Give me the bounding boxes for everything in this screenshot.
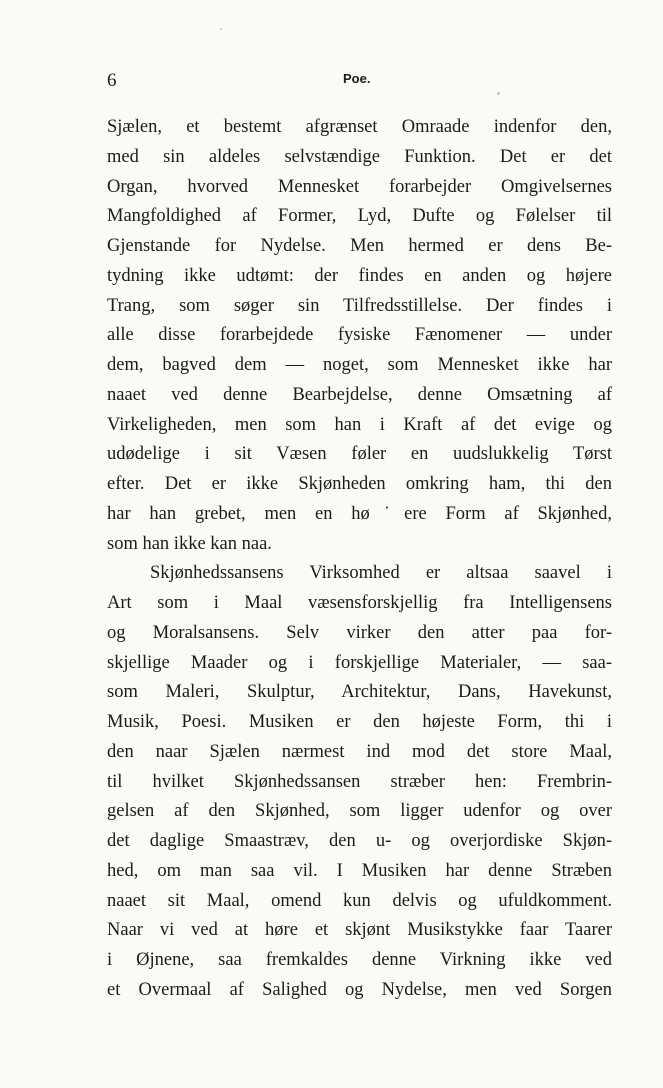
text-line: som Maleri, Skulptur, Architektur, Dans, Havekunst, — [107, 682, 612, 703]
text-line: til hvilket Skjønhedssansen stræber hen: Frembrin- — [107, 771, 612, 792]
text-line: naaet ved denne Bearbejdelse, denne Omsætning af — [107, 384, 612, 405]
text-line: det daglige Smaastræv, den u- og overjordiske Skjøn- — [107, 831, 612, 851]
text-line: alle disse forarbejdede fysiske Fænomener — under — [107, 325, 612, 346]
text-line: Mangfoldighed af Former, Lyd, Dufte og Følelser til — [107, 206, 612, 227]
text-line: Skjønhedssansens Virksomhed er altsaa saavel i — [150, 563, 612, 584]
body-text — [107, 113, 612, 1006]
text-line: Musik, Poesi. Musiken er den højeste Form, thi i — [107, 712, 612, 732]
text-line: skjellige Maader og i forskjellige Materialer, — saa- — [107, 652, 612, 673]
text-line: den naar Sjælen nærmest ind mod det store Maal, — [107, 741, 612, 762]
text-line: Virkeligheden, men som han i Kraft af det evige og — [107, 414, 612, 435]
text-line: gelsen af den Skjønhed, som ligger udenfor og over — [107, 801, 612, 822]
paragraph-2 — [107, 559, 612, 1005]
text-line: hed, om man saa vil. I Musiken har denne Stræben — [107, 860, 612, 881]
text-line: og Moralsansens. Selv virker den atter paa for- — [107, 622, 612, 643]
text-line: Art som i Maal væsensforskjellig fra Intelligensens — [107, 593, 612, 613]
text-line: naaet sit Maal, omend kun delvis og ufuldkomment. — [107, 890, 612, 911]
running-title: Poe. — [343, 71, 371, 86]
text-line: Gjenstande for Nydelse. Men hermed er dens Be- — [107, 236, 612, 256]
text-line: efter. Det er ikke Skjønheden omkring ham, thi den — [107, 474, 612, 494]
text-line: Organ, hvorved Mennesket forarbejder Omgivelsernes — [107, 176, 612, 197]
paper-speck — [220, 28, 222, 30]
text-line: tydning ikke udtømt: der findes en anden og højere — [107, 265, 612, 286]
text-line: Trang, som søger sin Tilfredsstillelse. Der findes i — [107, 295, 612, 316]
text-line: Sjælen, et bestemt afgrænset Omraade indenfor den, — [107, 117, 612, 137]
text-line: med sin aldeles selvstændige Funktion. Det er det — [107, 146, 612, 167]
text-line: i Øjnene, saa fremkaldes denne Virkning ikke ved — [107, 950, 612, 970]
paragraph-1 — [107, 113, 612, 559]
page-number: 6 — [107, 70, 117, 91]
text-line: et Overmaal af Salighed og Nydelse, men ved Sorgen — [107, 979, 612, 1000]
text-line: som han ikke kan naa. — [107, 533, 272, 554]
text-line: Naar vi ved at høre et skjønt Musikstykke faar Taarer — [107, 920, 612, 941]
text-line: udødelige i sit Væsen føler en uudslukkelig Tørst — [107, 444, 612, 465]
text-line: dem, bagved dem — noget, som Mennesket ikke har — [107, 355, 612, 375]
paper-speck — [497, 92, 500, 95]
text-line: har han grebet, men en hø˙ere Form af Skjønhed, — [107, 503, 612, 524]
